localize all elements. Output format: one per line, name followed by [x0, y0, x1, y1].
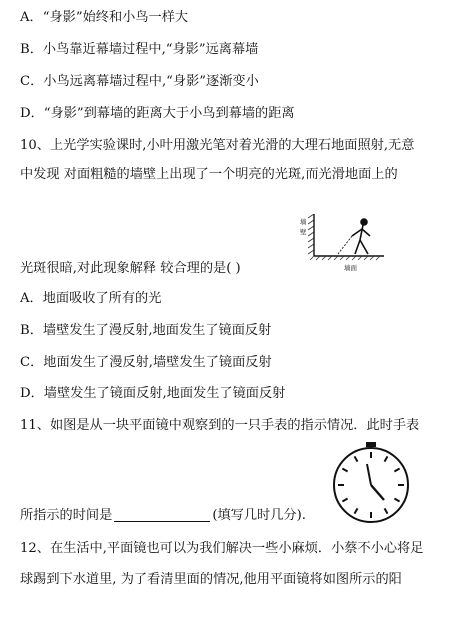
figure-label-ground: 墙面	[344, 264, 357, 272]
question-10-text-2: 中发现 对面粗糙的墙壁上出现了一个明亮的光斑,而光滑地面上的	[20, 167, 398, 182]
question-11-hint: (填写几时几分).	[212, 508, 306, 523]
question-10-text-1: 10、上光学实验课时,小叶用激光笔对着光滑的大理石地面照射,无意	[20, 138, 415, 153]
answer-blank[interactable]	[114, 507, 210, 522]
question-12-text-1: 12、在生活中,平面镜也可以为我们解决一些小麻烦．小蔡不小心将足	[20, 541, 424, 556]
option-a-line-1: A．“身影”始终和小鸟一样大	[20, 10, 189, 25]
figure-label-wall: 墙	[300, 218, 307, 226]
question-11-prompt: 所指示的时间是	[20, 508, 113, 523]
option-c-line-1: C．小鸟远离幕墙过程中,“身影”逐渐变小	[20, 74, 259, 89]
option-c-line-2: C．地面发生了漫反射,墙壁发生了镜面反射	[20, 355, 272, 370]
question-12-text-2: 球踢到下水道里, 为了看清里面的情况,他用平面镜将如图所示的阳	[20, 572, 402, 587]
option-a-line-2: A．地面吸收了所有的光	[20, 291, 162, 306]
wall-laser-figure	[300, 214, 386, 272]
option-d-line-1: D．“身影”到幕墙的距离大于小鸟到幕墙的距离	[20, 106, 295, 121]
watch-crown	[366, 442, 376, 447]
wall-hatch	[308, 214, 314, 254]
question-11-text-1: 11、如图是从一块平面镜中观察到的一只手表的指示情况．此时手表	[20, 418, 420, 433]
question-10-text-3: 光斑很暗,对此现象解释 较合理的是( )	[20, 261, 241, 276]
option-d-line-2: D．墙壁发生了镜面反射,地面发生了镜面反射	[20, 386, 286, 401]
laser-beam	[338, 236, 352, 254]
question-11-text-2	[20, 507, 306, 525]
watch-figure	[330, 442, 412, 526]
option-b-line-2: B．墙壁发生了漫反射,地面发生了镜面反射	[20, 323, 272, 338]
figure-label-wall-2: 壁	[300, 228, 307, 236]
person-icon	[352, 219, 370, 254]
option-b-line-1: B．小鸟靠近幕墙过程中,“身影”远离幕墙	[20, 42, 259, 57]
